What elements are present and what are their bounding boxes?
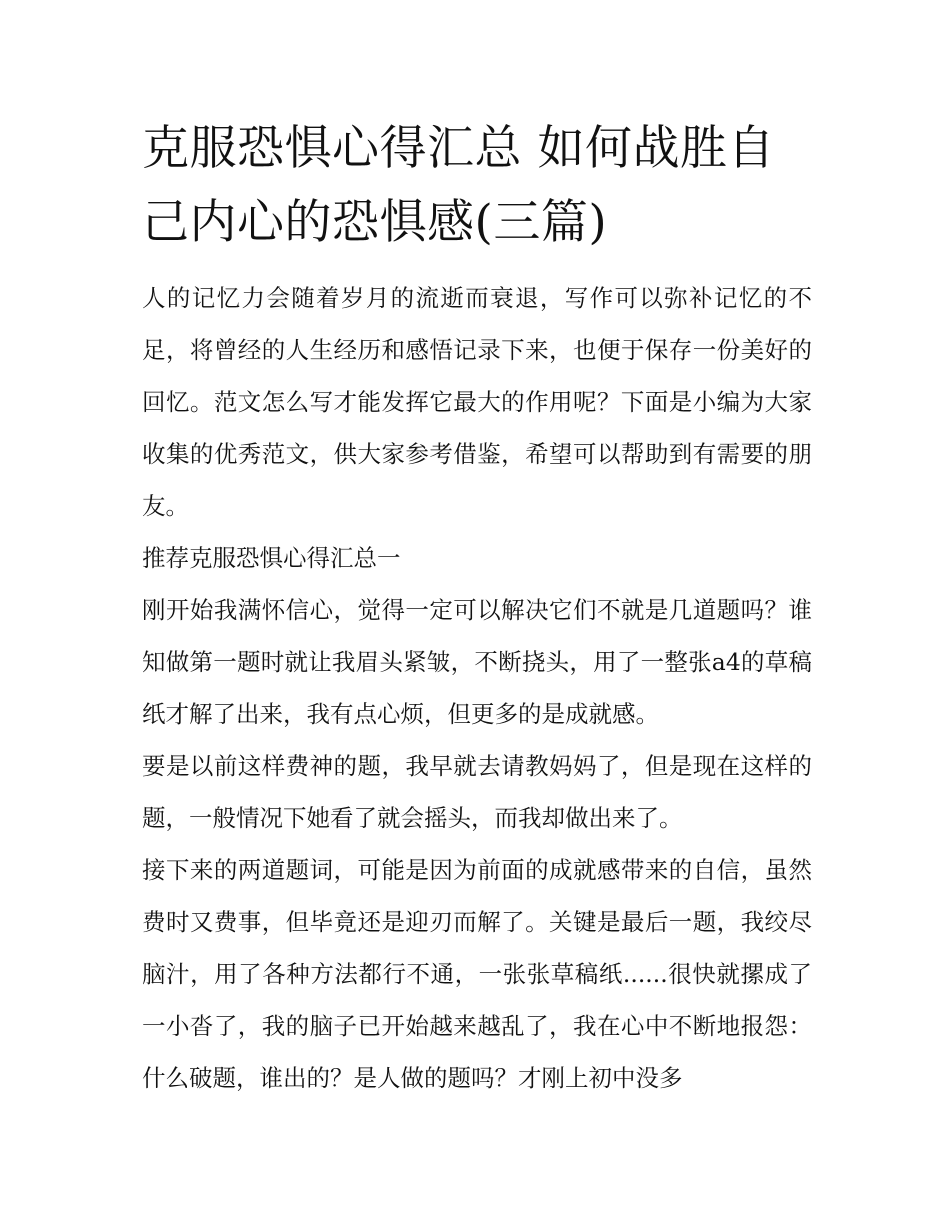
intro-paragraph: 人的记忆力会随着岁月的流逝而衰退，写作可以弥补记忆的不足，将曾经的人生经历和感悟记录下来，也便于保存一份美好的回忆。范文怎么写才能发挥它最大的作用呢？下面是小编为大家收集的优秀范文，供大家参考借鉴，希望可以帮助到有需要的朋友。 [142, 284, 812, 520]
body-paragraph: 接下来的两道题词，可能是因为前面的成就感带来的自信，虽然费时又费事，但毕竟还是迎刃而解了。关键是最后一题，我绞尽脑汁，用了各种方法都行不通，一张张草稿纸......很快就摞成了一小沓了，我的脑子已开始越来越乱了，我在心中不断地报怨：什么破题，谁出的？是人做的题吗？才刚上初中没多 [142, 856, 812, 1092]
section-heading: 推荐克服恐惧心得汇总一 [142, 544, 401, 572]
document-body [142, 272, 812, 1104]
document-title: 克服恐惧心得汇总 如何战胜自己内心的恐惧感(三篇) [142, 121, 775, 250]
body-paragraph: 要是以前这样费神的题，我早就去请教妈妈了，但是现在这样的题，一般情况下她看了就会摇头，而我却做出来了。 [142, 752, 812, 832]
body-paragraph: 刚开始我满怀信心，觉得一定可以解决它们不就是几道题吗？谁知做第一题时就让我眉头紧皱，不断挠头，用了一整张a4的草稿纸才解了出来，我有点心烦，但更多的是成就感。 [142, 596, 812, 728]
document-page [142, 112, 812, 1104]
